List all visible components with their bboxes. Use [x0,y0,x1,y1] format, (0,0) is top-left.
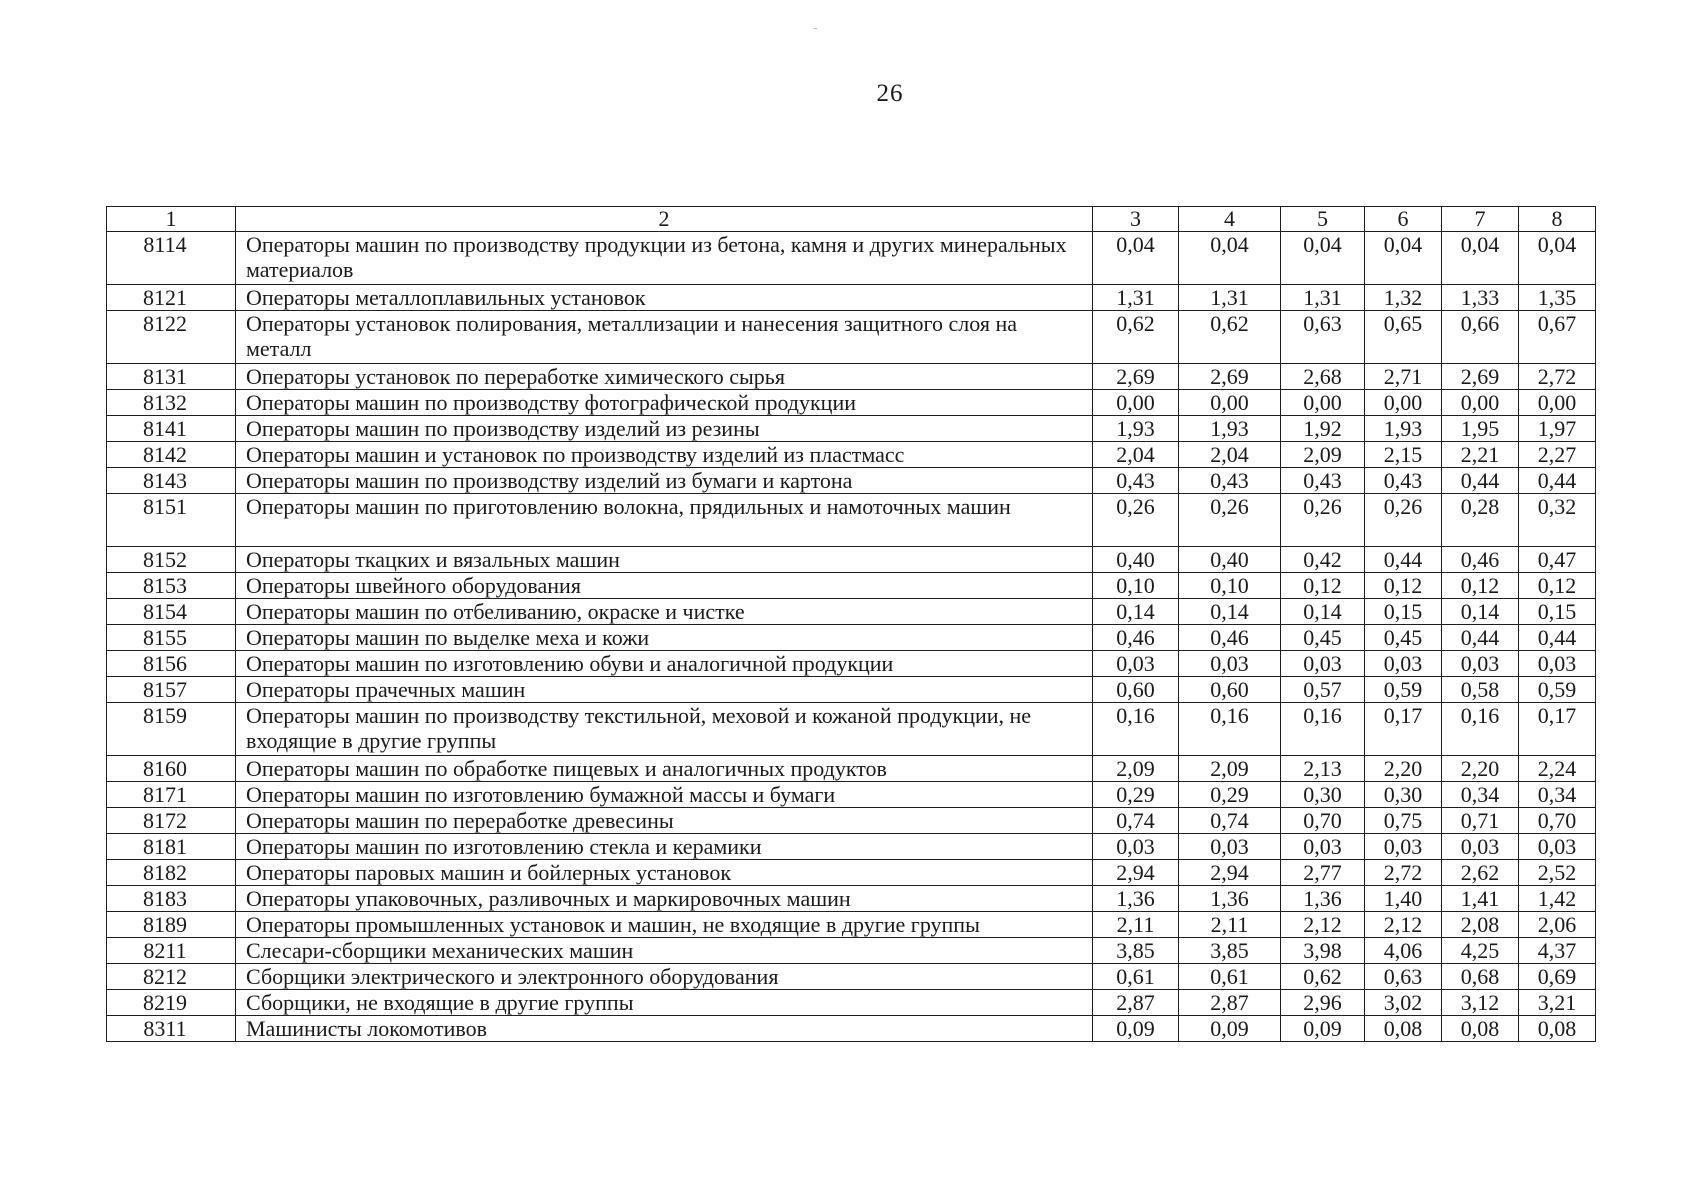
occupation-code-cell: 8143 [107,468,236,494]
value-cell: 1,31 [1281,285,1365,311]
value-cell: 4,37 [1519,938,1596,964]
table-row [107,912,1596,938]
value-cell: 1,95 [1442,416,1519,442]
value-cell: 0,09 [1093,1016,1179,1042]
value-cell: 0,00 [1365,390,1442,416]
value-cell: 0,03 [1281,834,1365,860]
value-cell: 0,00 [1179,390,1281,416]
table-body [107,232,1596,1042]
value-cell: 0,17 [1365,703,1442,756]
occupation-code-cell: 8172 [107,808,236,834]
table-row [107,886,1596,912]
value-cell: 0,00 [1093,390,1179,416]
value-cell: 0,04 [1281,232,1365,285]
value-cell: 3,85 [1093,938,1179,964]
value-cell: 0,74 [1179,808,1281,834]
table-row [107,703,1596,756]
value-cell: 0,04 [1442,232,1519,285]
scan-mark [814,28,817,29]
occupation-name-cell: Операторы установок по переработке химического сырья [236,364,1093,390]
value-cell: 0,03 [1519,651,1596,677]
table-row [107,599,1596,625]
value-cell: 2,69 [1093,364,1179,390]
value-cell: 2,27 [1519,442,1596,468]
value-cell: 0,42 [1281,547,1365,573]
value-cell: 0,29 [1093,782,1179,808]
value-cell: 2,68 [1281,364,1365,390]
value-cell: 0,10 [1093,573,1179,599]
value-cell: 0,16 [1442,703,1519,756]
table-row [107,1016,1596,1042]
value-cell: 0,62 [1281,964,1365,990]
value-cell: 0,08 [1442,1016,1519,1042]
occupation-code-cell: 8142 [107,442,236,468]
occupation-code-cell: 8131 [107,364,236,390]
occupation-name-cell: Операторы промышленных установок и машин, не входящие в другие группы [236,912,1093,938]
occupation-name-cell: Операторы ткацких и вязальных машин [236,547,1093,573]
value-cell: 0,08 [1365,1016,1442,1042]
table-row [107,938,1596,964]
occupation-name-cell: Операторы прачечных машин [236,677,1093,703]
value-cell: 0,46 [1093,625,1179,651]
value-cell: 2,09 [1281,442,1365,468]
value-cell: 2,04 [1179,442,1281,468]
occupation-code-cell: 8153 [107,573,236,599]
value-cell: 0,61 [1179,964,1281,990]
value-cell: 0,63 [1365,964,1442,990]
value-cell: 0,03 [1442,834,1519,860]
value-cell: 0,26 [1281,494,1365,547]
table-row [107,782,1596,808]
value-cell: 0,09 [1179,1016,1281,1042]
table-row [107,494,1596,547]
value-cell: 2,52 [1519,860,1596,886]
value-cell: 0,58 [1442,677,1519,703]
value-cell: 0,61 [1093,964,1179,990]
value-cell: 1,36 [1281,886,1365,912]
occupation-name-cell: Операторы машин по отбеливанию, окраске и чистке [236,599,1093,625]
data-table [106,206,1596,1042]
value-cell: 0,14 [1179,599,1281,625]
value-cell: 0,16 [1093,703,1179,756]
value-cell: 0,40 [1179,547,1281,573]
value-cell: 1,97 [1519,416,1596,442]
value-cell: 0,70 [1519,808,1596,834]
column-header: 4 [1179,207,1281,232]
value-cell: 0,43 [1179,468,1281,494]
occupation-name-cell: Операторы машин по изготовлению обуви и аналогичной продукции [236,651,1093,677]
value-cell: 0,47 [1519,547,1596,573]
occupation-name-cell: Машинисты локомотивов [236,1016,1093,1042]
value-cell: 4,25 [1442,938,1519,964]
value-cell: 1,92 [1281,416,1365,442]
value-cell: 0,12 [1519,573,1596,599]
value-cell: 2,12 [1281,912,1365,938]
occupation-name-cell: Операторы машин по изготовлению бумажной массы и бумаги [236,782,1093,808]
occupation-name-cell: Операторы машин по переработке древесины [236,808,1093,834]
value-cell: 3,12 [1442,990,1519,1016]
table-row [107,232,1596,285]
value-cell: 0,63 [1281,311,1365,364]
occupation-name-cell: Слесари-сборщики механических машин [236,938,1093,964]
value-cell: 0,28 [1442,494,1519,547]
value-cell: 1,33 [1442,285,1519,311]
value-cell: 2,04 [1093,442,1179,468]
occupation-name-cell: Операторы машин по производству фотографической продукции [236,390,1093,416]
occupation-name-cell: Операторы машин по производству текстильной, меховой и кожаной продукции, не входящие в другие группы [236,703,1093,756]
table-row [107,756,1596,782]
value-cell: 1,31 [1179,285,1281,311]
table-row [107,990,1596,1016]
value-cell: 2,20 [1442,756,1519,782]
occupation-name-cell: Операторы швейного оборудования [236,573,1093,599]
value-cell: 0,40 [1093,547,1179,573]
value-cell: 2,71 [1365,364,1442,390]
value-cell: 0,68 [1442,964,1519,990]
occupation-name-cell: Операторы паровых машин и бойлерных установок [236,860,1093,886]
table-row [107,834,1596,860]
value-cell: 2,09 [1093,756,1179,782]
table-row [107,677,1596,703]
table-header-row [107,207,1596,232]
occupation-code-cell: 8114 [107,232,236,285]
value-cell: 1,36 [1093,886,1179,912]
value-cell: 0,43 [1365,468,1442,494]
value-cell: 2,69 [1179,364,1281,390]
table-row [107,547,1596,573]
value-cell: 0,30 [1365,782,1442,808]
occupation-name-cell: Сборщики электрического и электронного оборудования [236,964,1093,990]
value-cell: 2,13 [1281,756,1365,782]
value-cell: 0,67 [1519,311,1596,364]
value-cell: 0,00 [1281,390,1365,416]
table-row [107,468,1596,494]
occupation-code-cell: 8212 [107,964,236,990]
value-cell: 0,60 [1179,677,1281,703]
occupation-code-cell: 8141 [107,416,236,442]
value-cell: 0,03 [1365,651,1442,677]
value-cell: 0,03 [1365,834,1442,860]
value-cell: 2,94 [1179,860,1281,886]
value-cell: 0,70 [1281,808,1365,834]
value-cell: 0,10 [1179,573,1281,599]
value-cell: 0,62 [1093,311,1179,364]
occupation-code-cell: 8157 [107,677,236,703]
occupation-name-cell: Операторы машин по изготовлению стекла и керамики [236,834,1093,860]
value-cell: 0,00 [1519,390,1596,416]
value-cell: 0,26 [1093,494,1179,547]
table-row [107,625,1596,651]
value-cell: 0,03 [1281,651,1365,677]
table-row [107,808,1596,834]
occupation-code-cell: 8211 [107,938,236,964]
value-cell: 0,03 [1179,651,1281,677]
column-header: 5 [1281,207,1365,232]
column-header: 8 [1519,207,1596,232]
value-cell: 0,03 [1093,834,1179,860]
value-cell: 3,98 [1281,938,1365,964]
value-cell: 2,12 [1365,912,1442,938]
column-header: 2 [236,207,1093,232]
value-cell: 0,46 [1179,625,1281,651]
value-cell: 2,62 [1442,860,1519,886]
value-cell: 2,72 [1365,860,1442,886]
value-cell: 1,93 [1365,416,1442,442]
occupation-code-cell: 8159 [107,703,236,756]
value-cell: 3,85 [1179,938,1281,964]
value-cell: 0,15 [1519,599,1596,625]
value-cell: 0,03 [1179,834,1281,860]
table-row [107,416,1596,442]
value-cell: 0,12 [1365,573,1442,599]
value-cell: 0,30 [1281,782,1365,808]
value-cell: 0,34 [1519,782,1596,808]
value-cell: 0,65 [1365,311,1442,364]
value-cell: 2,87 [1179,990,1281,1016]
value-cell: 0,29 [1179,782,1281,808]
value-cell: 2,09 [1179,756,1281,782]
occupation-code-cell: 8154 [107,599,236,625]
value-cell: 0,03 [1519,834,1596,860]
column-header: 1 [107,207,236,232]
value-cell: 2,69 [1442,364,1519,390]
occupation-name-cell: Операторы упаковочных, разливочных и маркировочных машин [236,886,1093,912]
occupation-code-cell: 8182 [107,860,236,886]
table-row [107,964,1596,990]
value-cell: 0,44 [1442,625,1519,651]
occupation-code-cell: 8183 [107,886,236,912]
table-row [107,311,1596,364]
value-cell: 2,11 [1179,912,1281,938]
value-cell: 2,72 [1519,364,1596,390]
value-cell: 0,09 [1281,1016,1365,1042]
value-cell: 2,21 [1442,442,1519,468]
value-cell: 0,08 [1519,1016,1596,1042]
value-cell: 0,04 [1519,232,1596,285]
column-header: 6 [1365,207,1442,232]
value-cell: 0,59 [1519,677,1596,703]
value-cell: 2,20 [1365,756,1442,782]
value-cell: 0,12 [1281,573,1365,599]
value-cell: 1,41 [1442,886,1519,912]
value-cell: 2,96 [1281,990,1365,1016]
occupation-code-cell: 8181 [107,834,236,860]
value-cell: 1,93 [1179,416,1281,442]
occupation-code-cell: 8151 [107,494,236,547]
occupation-name-cell: Операторы металлоплавильных установок [236,285,1093,311]
value-cell: 0,44 [1365,547,1442,573]
occupation-code-cell: 8171 [107,782,236,808]
occupation-code-cell: 8311 [107,1016,236,1042]
value-cell: 3,02 [1365,990,1442,1016]
value-cell: 0,60 [1093,677,1179,703]
value-cell: 1,42 [1519,886,1596,912]
value-cell: 0,03 [1093,651,1179,677]
value-cell: 2,15 [1365,442,1442,468]
value-cell: 0,57 [1281,677,1365,703]
occupation-code-cell: 8132 [107,390,236,416]
value-cell: 0,14 [1281,599,1365,625]
value-cell: 0,45 [1281,625,1365,651]
occupation-name-cell: Операторы машин по производству продукции из бетона, камня и других минеральных материалов [236,232,1093,285]
value-cell: 2,87 [1093,990,1179,1016]
value-cell: 0,03 [1442,651,1519,677]
value-cell: 0,43 [1093,468,1179,494]
value-cell: 0,04 [1093,232,1179,285]
column-header: 7 [1442,207,1519,232]
value-cell: 0,14 [1442,599,1519,625]
value-cell: 0,43 [1281,468,1365,494]
table-row [107,285,1596,311]
value-cell: 2,24 [1519,756,1596,782]
value-cell: 0,16 [1281,703,1365,756]
value-cell: 0,32 [1519,494,1596,547]
occupation-name-cell: Операторы машин по выделке меха и кожи [236,625,1093,651]
value-cell: 4,06 [1365,938,1442,964]
value-cell: 0,59 [1365,677,1442,703]
value-cell: 2,11 [1093,912,1179,938]
occupation-code-cell: 8155 [107,625,236,651]
occupation-name-cell: Операторы машин по производству изделий из резины [236,416,1093,442]
value-cell: 1,35 [1519,285,1596,311]
value-cell: 2,77 [1281,860,1365,886]
value-cell: 0,44 [1519,625,1596,651]
occupation-name-cell: Операторы машин по производству изделий из бумаги и картона [236,468,1093,494]
occupation-code-cell: 8219 [107,990,236,1016]
value-cell: 0,14 [1093,599,1179,625]
table-row [107,364,1596,390]
value-cell: 1,93 [1093,416,1179,442]
value-cell: 0,46 [1442,547,1519,573]
table-row [107,442,1596,468]
value-cell: 0,15 [1365,599,1442,625]
value-cell: 1,36 [1179,886,1281,912]
value-cell: 0,66 [1442,311,1519,364]
occupation-name-cell: Сборщики, не входящие в другие группы [236,990,1093,1016]
value-cell: 0,04 [1179,232,1281,285]
value-cell: 0,62 [1179,311,1281,364]
page-number: 26 [876,80,904,107]
occupation-code-cell: 8121 [107,285,236,311]
occupation-code-cell: 8160 [107,756,236,782]
value-cell: 0,34 [1442,782,1519,808]
occupation-code-cell: 8156 [107,651,236,677]
occupation-code-cell: 8122 [107,311,236,364]
table-row [107,860,1596,886]
value-cell: 0,75 [1365,808,1442,834]
column-header: 3 [1093,207,1179,232]
value-cell: 0,45 [1365,625,1442,651]
value-cell: 2,94 [1093,860,1179,886]
value-cell: 2,06 [1519,912,1596,938]
value-cell: 0,74 [1093,808,1179,834]
value-cell: 0,69 [1519,964,1596,990]
value-cell: 0,16 [1179,703,1281,756]
table-row [107,573,1596,599]
value-cell: 1,40 [1365,886,1442,912]
value-cell: 1,31 [1093,285,1179,311]
value-cell: 0,26 [1365,494,1442,547]
value-cell: 0,12 [1442,573,1519,599]
value-cell: 0,26 [1179,494,1281,547]
value-cell: 0,00 [1442,390,1519,416]
value-cell: 0,71 [1442,808,1519,834]
value-cell: 1,32 [1365,285,1442,311]
table-row [107,390,1596,416]
occupation-code-cell: 8152 [107,547,236,573]
value-cell: 3,21 [1519,990,1596,1016]
occupation-code-cell: 8189 [107,912,236,938]
value-cell: 0,04 [1365,232,1442,285]
occupation-name-cell: Операторы установок полирования, металлизации и нанесения защитного слоя на металл [236,311,1093,364]
occupation-name-cell: Операторы машин по приготовлению волокна, прядильных и намоточных машин [236,494,1093,547]
value-cell: 0,44 [1519,468,1596,494]
value-cell: 2,08 [1442,912,1519,938]
value-cell: 0,44 [1442,468,1519,494]
occupation-name-cell: Операторы машин и установок по производству изделий из пластмасс [236,442,1093,468]
value-cell: 0,17 [1519,703,1596,756]
table-row [107,651,1596,677]
occupation-name-cell: Операторы машин по обработке пищевых и аналогичных продуктов [236,756,1093,782]
